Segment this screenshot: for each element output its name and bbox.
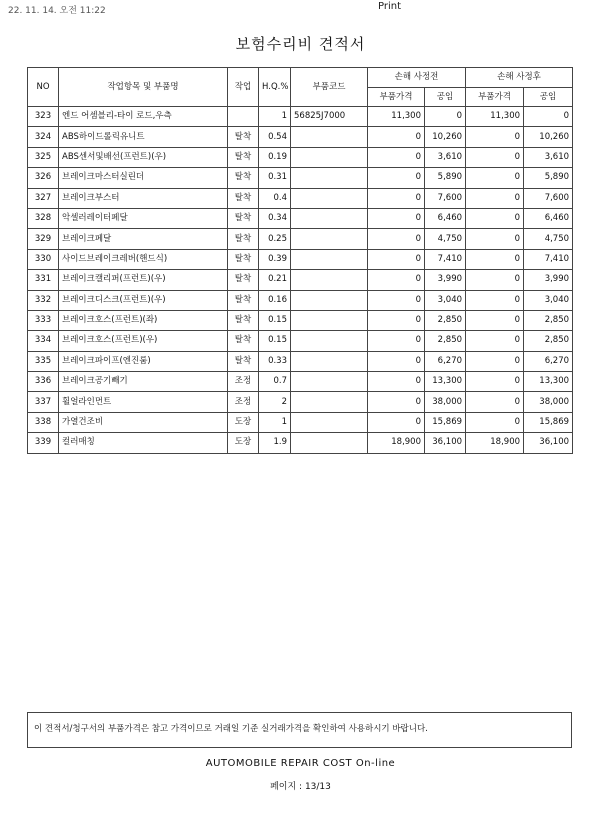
estimate-rows xyxy=(28,107,573,454)
col-work-header: 작업 xyxy=(228,68,259,107)
row-hq: 2 xyxy=(259,392,291,412)
footer-page-number: 페이지 : 13/13 xyxy=(270,782,331,792)
table-row xyxy=(28,331,573,351)
row-after-part-price: 0 xyxy=(466,127,524,147)
row-before-labor: 38,000 xyxy=(425,392,466,412)
table-row xyxy=(28,249,573,269)
row-work-type: 탈착 xyxy=(228,270,259,290)
col-before-part-header: 부품가격 xyxy=(368,88,425,107)
row-item-name: ABS센서및배선(프런트)(우) xyxy=(59,147,228,167)
row-after-part-price: 0 xyxy=(466,331,524,351)
row-before-labor: 36,100 xyxy=(425,433,466,453)
row-before-part-price: 0 xyxy=(368,168,425,188)
row-hq: 0.15 xyxy=(259,310,291,330)
row-hq: 1 xyxy=(259,412,291,432)
table-row xyxy=(28,290,573,310)
row-work-type: 도장 xyxy=(228,433,259,453)
col-hq-header: H.Q.% xyxy=(259,68,291,107)
row-after-part-price: 0 xyxy=(466,412,524,432)
row-hq: 0.34 xyxy=(259,208,291,228)
row-before-labor: 3,990 xyxy=(425,270,466,290)
row-work-type: 탈착 xyxy=(228,147,259,167)
row-no: 339 xyxy=(28,433,59,453)
row-after-labor: 38,000 xyxy=(524,392,573,412)
notice-box: 이 견적서/청구서의 부품가격은 참고 가격이므로 거래일 기준 실거래가격을 확인하여 사용하시기 바랍니다. xyxy=(27,712,572,748)
col-code-header: 부품코드 xyxy=(291,68,368,107)
col-no-header: NO xyxy=(28,68,59,107)
row-after-labor: 2,850 xyxy=(524,310,573,330)
row-after-labor: 3,610 xyxy=(524,147,573,167)
table-row xyxy=(28,310,573,330)
row-before-labor: 5,890 xyxy=(425,168,466,188)
row-no: 329 xyxy=(28,229,59,249)
row-item-name: 브레이크페달 xyxy=(59,229,228,249)
row-before-labor: 0 xyxy=(425,107,466,127)
table-row xyxy=(28,208,573,228)
row-after-labor: 36,100 xyxy=(524,433,573,453)
col-after-header: 손해 사정후 xyxy=(466,68,573,88)
row-work-type: 조정 xyxy=(228,392,259,412)
table-row xyxy=(28,372,573,392)
row-before-part-price: 0 xyxy=(368,392,425,412)
row-part-code xyxy=(291,331,368,351)
table-row xyxy=(28,229,573,249)
row-part-code xyxy=(291,270,368,290)
row-after-part-price: 0 xyxy=(466,229,524,249)
table-row xyxy=(28,188,573,208)
row-no: 327 xyxy=(28,188,59,208)
row-after-part-price: 0 xyxy=(466,310,524,330)
row-work-type xyxy=(228,107,259,127)
row-item-name: 브레이크파이프(엔진룸) xyxy=(59,351,228,371)
row-before-labor: 2,850 xyxy=(425,331,466,351)
row-work-type: 탈착 xyxy=(228,168,259,188)
table-row xyxy=(28,147,573,167)
row-before-part-price: 0 xyxy=(368,270,425,290)
row-work-type: 탈착 xyxy=(228,229,259,249)
document-title: 보험수리비 견적서 xyxy=(235,35,366,53)
row-after-part-price: 18,900 xyxy=(466,433,524,453)
row-after-labor: 3,040 xyxy=(524,290,573,310)
row-item-name: 브레이크캘리퍼(프런트)(우) xyxy=(59,270,228,290)
table-row xyxy=(28,127,573,147)
row-part-code xyxy=(291,147,368,167)
row-item-name: 휠얼라인먼트 xyxy=(59,392,228,412)
row-no: 331 xyxy=(28,270,59,290)
row-before-part-price: 0 xyxy=(368,249,425,269)
row-part-code xyxy=(291,351,368,371)
row-hq: 0.25 xyxy=(259,229,291,249)
row-part-code xyxy=(291,433,368,453)
row-item-name: 브레이크공기빼기 xyxy=(59,372,228,392)
row-work-type: 탈착 xyxy=(228,290,259,310)
print-datetime: 22. 11. 14. 오전 11:22 xyxy=(8,6,106,16)
row-before-part-price: 11,300 xyxy=(368,107,425,127)
row-item-name: 브레이크부스터 xyxy=(59,188,228,208)
table-row xyxy=(28,412,573,432)
row-hq: 0.15 xyxy=(259,331,291,351)
row-after-part-price: 0 xyxy=(466,188,524,208)
row-after-labor: 6,270 xyxy=(524,351,573,371)
row-work-type: 탈착 xyxy=(228,127,259,147)
row-before-labor: 4,750 xyxy=(425,229,466,249)
row-before-part-price: 0 xyxy=(368,331,425,351)
row-hq: 0.7 xyxy=(259,372,291,392)
row-after-labor: 15,869 xyxy=(524,412,573,432)
row-after-part-price: 11,300 xyxy=(466,107,524,127)
row-no: 324 xyxy=(28,127,59,147)
row-hq: 0.16 xyxy=(259,290,291,310)
row-part-code xyxy=(291,168,368,188)
row-work-type: 탈착 xyxy=(228,249,259,269)
row-after-part-price: 0 xyxy=(466,249,524,269)
row-item-name: 가열건조비 xyxy=(59,412,228,432)
row-work-type: 탈착 xyxy=(228,351,259,371)
row-no: 325 xyxy=(28,147,59,167)
row-after-labor: 7,410 xyxy=(524,249,573,269)
row-after-labor: 0 xyxy=(524,107,573,127)
row-item-name: 브레이크마스터실린더 xyxy=(59,168,228,188)
row-after-part-price: 0 xyxy=(466,270,524,290)
row-part-code xyxy=(291,208,368,228)
row-after-part-price: 0 xyxy=(466,147,524,167)
estimate-table xyxy=(27,67,573,454)
row-before-part-price: 0 xyxy=(368,412,425,432)
footer-system-name: AUTOMOBILE REPAIR COST On-line xyxy=(205,758,396,769)
col-after-part-header: 부품가격 xyxy=(466,88,524,107)
table-row xyxy=(28,107,573,127)
row-item-name: 엔드 어셈블리-타이 로드,우측 xyxy=(59,107,228,127)
row-before-part-price: 0 xyxy=(368,351,425,371)
col-before-labor-header: 공임 xyxy=(425,88,466,107)
row-part-code xyxy=(291,392,368,412)
row-no: 326 xyxy=(28,168,59,188)
row-before-part-price: 0 xyxy=(368,208,425,228)
row-no: 336 xyxy=(28,372,59,392)
row-no: 335 xyxy=(28,351,59,371)
row-after-labor: 5,890 xyxy=(524,168,573,188)
row-before-labor: 13,300 xyxy=(425,372,466,392)
row-no: 338 xyxy=(28,412,59,432)
col-item-header: 작업항목 및 부품명 xyxy=(59,68,228,107)
row-after-part-price: 0 xyxy=(466,290,524,310)
row-no: 334 xyxy=(28,331,59,351)
row-before-labor: 15,869 xyxy=(425,412,466,432)
row-before-labor: 2,850 xyxy=(425,310,466,330)
row-before-labor: 7,410 xyxy=(425,249,466,269)
row-before-labor: 6,460 xyxy=(425,208,466,228)
row-after-part-price: 0 xyxy=(466,351,524,371)
row-after-part-price: 0 xyxy=(466,208,524,228)
row-work-type: 탈착 xyxy=(228,331,259,351)
row-no: 332 xyxy=(28,290,59,310)
row-hq: 0.4 xyxy=(259,188,291,208)
row-hq: 0.19 xyxy=(259,147,291,167)
row-before-labor: 3,610 xyxy=(425,147,466,167)
row-item-name: 컬러매칭 xyxy=(59,433,228,453)
row-before-labor: 3,040 xyxy=(425,290,466,310)
table-row xyxy=(28,392,573,412)
row-after-labor: 6,460 xyxy=(524,208,573,228)
row-work-type: 탈착 xyxy=(228,188,259,208)
row-after-labor: 7,600 xyxy=(524,188,573,208)
row-hq: 0.21 xyxy=(259,270,291,290)
row-hq: 0.54 xyxy=(259,127,291,147)
row-item-name: 브레이크디스크(프런트)(우) xyxy=(59,290,228,310)
row-no: 323 xyxy=(28,107,59,127)
row-part-code xyxy=(291,188,368,208)
table-row xyxy=(28,270,573,290)
row-item-name: 브레이크호스(프런트)(우) xyxy=(59,331,228,351)
row-part-code xyxy=(291,229,368,249)
row-before-part-price: 0 xyxy=(368,290,425,310)
row-work-type: 도장 xyxy=(228,412,259,432)
row-before-part-price: 0 xyxy=(368,127,425,147)
row-item-name: 브레이크호스(프런트)(좌) xyxy=(59,310,228,330)
row-item-name: 사이드브레이크레버(핸드식) xyxy=(59,249,228,269)
table-row xyxy=(28,433,573,453)
row-item-name: 악셀러레이터페달 xyxy=(59,208,228,228)
row-after-part-price: 0 xyxy=(466,168,524,188)
row-after-labor: 2,850 xyxy=(524,331,573,351)
row-before-part-price: 0 xyxy=(368,310,425,330)
row-work-type: 탈착 xyxy=(228,310,259,330)
row-no: 337 xyxy=(28,392,59,412)
row-no: 333 xyxy=(28,310,59,330)
row-after-labor: 4,750 xyxy=(524,229,573,249)
row-before-labor: 10,260 xyxy=(425,127,466,147)
row-part-code xyxy=(291,249,368,269)
row-before-part-price: 18,900 xyxy=(368,433,425,453)
row-before-part-price: 0 xyxy=(368,147,425,167)
col-before-header: 손해 사정전 xyxy=(368,68,466,88)
col-after-labor-header: 공임 xyxy=(524,88,573,107)
row-after-part-price: 0 xyxy=(466,392,524,412)
row-item-name: ABS하이드롤릭유니트 xyxy=(59,127,228,147)
row-before-part-price: 0 xyxy=(368,372,425,392)
row-part-code xyxy=(291,290,368,310)
row-part-code xyxy=(291,372,368,392)
row-hq: 0.31 xyxy=(259,168,291,188)
row-work-type: 조정 xyxy=(228,372,259,392)
row-before-part-price: 0 xyxy=(368,188,425,208)
row-after-labor: 3,990 xyxy=(524,270,573,290)
row-before-part-price: 0 xyxy=(368,229,425,249)
row-work-type: 탈착 xyxy=(228,208,259,228)
row-before-labor: 7,600 xyxy=(425,188,466,208)
print-label: Print xyxy=(378,1,402,12)
row-no: 328 xyxy=(28,208,59,228)
row-hq: 1 xyxy=(259,107,291,127)
row-part-code xyxy=(291,412,368,432)
table-row xyxy=(28,351,573,371)
row-part-code xyxy=(291,310,368,330)
row-after-labor: 13,300 xyxy=(524,372,573,392)
row-part-code: 56825J7000 xyxy=(291,107,368,127)
row-hq: 1.9 xyxy=(259,433,291,453)
row-after-part-price: 0 xyxy=(466,372,524,392)
row-no: 330 xyxy=(28,249,59,269)
row-before-labor: 6,270 xyxy=(425,351,466,371)
row-hq: 0.39 xyxy=(259,249,291,269)
row-hq: 0.33 xyxy=(259,351,291,371)
row-after-labor: 10,260 xyxy=(524,127,573,147)
table-row xyxy=(28,168,573,188)
row-part-code xyxy=(291,127,368,147)
